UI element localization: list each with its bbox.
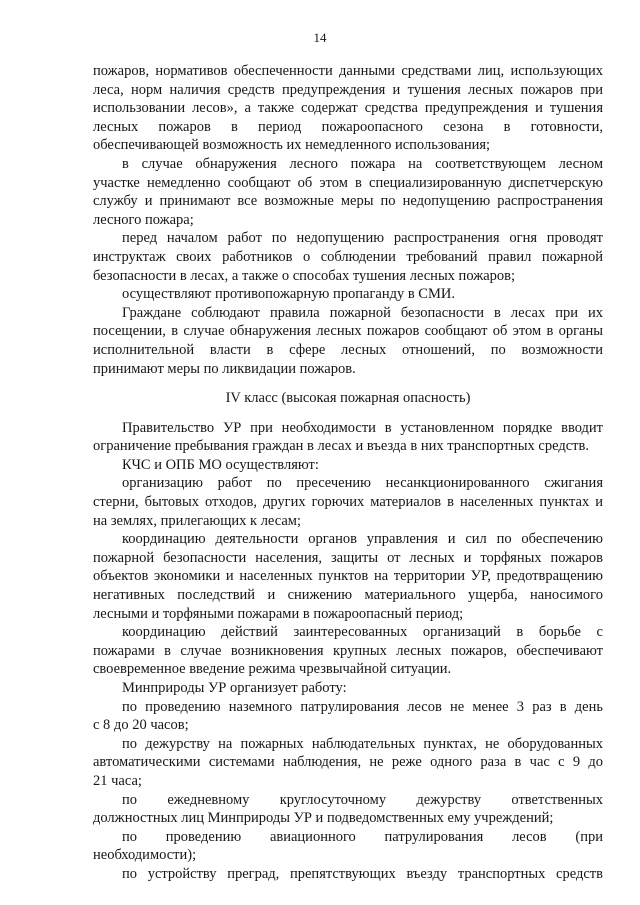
text-line: исполнительной власти в сфере лесных отношений, по возможности (93, 341, 603, 358)
paragraph (93, 698, 603, 735)
paragraph (93, 623, 603, 679)
text-line: участке немедленно сообщают об этом в специализированную диспетчерскую (93, 174, 603, 191)
text-line: координацию деятельности органов управления и сил по обеспечению (122, 531, 603, 548)
text-line: Граждане соблюдают правила пожарной безопасности в лесах при их (122, 304, 603, 321)
text-line: своевременное введение режима чрезвычайной ситуации. (93, 661, 452, 678)
text-line: на землях, прилегающих к лесам; (93, 512, 301, 529)
document-body (93, 62, 603, 884)
text-line: необходимости); (93, 847, 197, 864)
text-line: объектов экономики и населенных пунктов на территории УР, предотвращению (93, 568, 603, 585)
text-line: леса, норм наличия средств предупреждения и тушения лесных пожаров при (93, 81, 603, 98)
text-line: использовании лесов», а также содержат средства предупреждения и тушения (93, 100, 603, 117)
text-line: по дежурству на пожарных наблюдательных пунктах, не оборудованных (122, 735, 603, 752)
text-line: по ежедневному круглосуточному дежурству ответственных (122, 791, 603, 808)
text-line: автоматическими системами наблюдения, не реже одного раза в час с 9 до (93, 754, 603, 771)
paragraph (93, 456, 603, 475)
paragraph (93, 530, 603, 623)
paragraph (93, 791, 603, 828)
page-number: 14 (313, 30, 327, 45)
text-line: Минприроды УР организует работу: (122, 680, 347, 696)
text-line: пожаров, нормативов обеспеченности данными средствами лиц, использующих (93, 63, 603, 79)
paragraph (93, 304, 603, 378)
text-line: координацию действий заинтересованных организаций в борьбе с (122, 624, 603, 641)
text-line: должностных лиц Минприроды УР и подведомственных ему учреждений; (93, 810, 554, 827)
paragraph (93, 865, 603, 884)
text-line: службу и принимают все возможные меры по недопущению распространения (93, 193, 603, 210)
text-line: принимают меры по ликвидации пожаров. (93, 360, 356, 377)
text-line: организацию работ по пресечению несанкционированного сжигания (122, 475, 603, 492)
text-line: пожарной безопасности населения, защиты от лесных и торфяных пожаров (93, 549, 603, 566)
text-line: посещении, в случае обнаружения лесных пожаров сообщают об этом в органы (93, 323, 603, 340)
text-line: ограничение пребывания граждан в лесах и въезда в них транспортных средств. (93, 438, 589, 455)
text-line: в случае обнаружения лесного пожара на соответствующем лесном (122, 155, 603, 172)
text-line: негативных последствий и снижению материального ущерба, наносимого (93, 587, 603, 604)
paragraph (93, 285, 603, 304)
text-line: лесными и торфяными пожарами в пожароопасный период; (93, 605, 464, 622)
paragraph (93, 735, 603, 791)
text-line: обеспечивающей возможность их немедленного использования; (93, 137, 491, 154)
paragraph (93, 155, 603, 229)
paragraph (93, 828, 603, 865)
text-line: КЧС и ОПБ МО осуществляют: (122, 456, 319, 473)
text-line: Правительство УР при необходимости в установленном порядке вводит (122, 419, 603, 436)
text-line: лесных пожаров в период пожароопасного сезона в готовности, (93, 118, 603, 135)
text-line: по проведению наземного патрулирования лесов не менее 3 раз в день (122, 698, 603, 715)
paragraph (93, 679, 603, 698)
text-line: лесного пожара; (93, 211, 194, 228)
text-line: перед началом работ по недопущению распространения огня проводят (122, 230, 603, 247)
text-line: стерни, бытовых отходов, других горючих материалов в населенных пунктах и (93, 494, 603, 511)
text-line: пожарами в случае возникновения крупных лесных пожаров, обеспечивают (93, 642, 603, 659)
text-line: инструктаж своих работников о соблюдении требований правил пожарной (93, 248, 603, 265)
text-line: 21 часа; (93, 772, 142, 789)
paragraph (93, 419, 603, 456)
paragraph (93, 229, 603, 285)
text-line: безопасности в лесах, а также о способах тушения лесных пожаров; (93, 267, 516, 284)
text-line: осуществляют противопожарную пропаганду в СМИ. (122, 286, 455, 303)
paragraph (93, 474, 603, 530)
text-line: с 8 до 20 часов; (93, 717, 189, 734)
text-line: по устройству преград, препятствующих въезду транспортных средств (122, 865, 603, 882)
section-heading: IV класс (высокая пожарная опасность) (225, 390, 471, 407)
paragraph (93, 62, 603, 155)
text-line: по проведению авиационного патрулирования лесов (при (122, 828, 603, 845)
